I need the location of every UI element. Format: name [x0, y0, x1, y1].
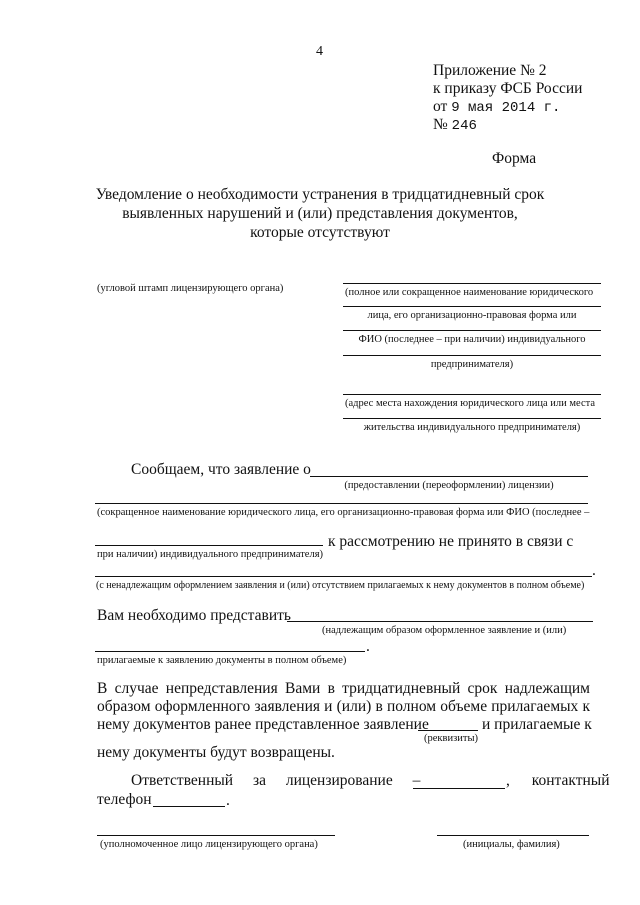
applicant-name-hint-1: (сокращенное наименование юридического лица, его организационно-правовая форма или ФИО (последнее – [97, 507, 590, 518]
addressee-hint-4: предпринимателя) [430, 359, 514, 370]
contact-text: , контактный [506, 772, 610, 789]
document-title-line-3: которые отсутствуют [250, 224, 390, 241]
inform-text: Сообщаем, что заявление о [131, 461, 311, 478]
requisites-line [418, 730, 478, 731]
address-line-1 [343, 394, 601, 395]
document-title-line-2: выявленных нарушений и (или) представления документов, [122, 205, 518, 222]
license-type-line [310, 476, 588, 477]
paragraph-line-4: нему документы будут возвращены. [97, 744, 335, 761]
responsible-line [413, 788, 505, 789]
submit-hint-2: прилагаемые к заявлению документы в полном объеме) [97, 655, 347, 666]
appendix-date-prefix: от [433, 98, 448, 115]
appendix-line-1: Приложение № 2 [433, 62, 547, 79]
license-type-hint: (предоставлении (переоформлении) лицензии) [344, 480, 554, 491]
requisites-hint: (реквизиты) [424, 733, 478, 744]
addressee-hint-2: лица, его организационно-правовая форма или [367, 310, 577, 321]
appendix-number-prefix: № [433, 116, 448, 133]
stamp-label: (угловой штамп лицензирующего органа) [97, 283, 284, 294]
appendix-line-4 [433, 116, 477, 134]
reason-hint: (с ненадлежащим оформлением заявления и (или) отсутствием прилагаемых к нему документов в полном объеме) [96, 580, 585, 591]
submit-line-2 [95, 651, 365, 652]
paragraph-line-3b: и прилагаемые к [482, 716, 592, 733]
paragraph-line-2: образом оформленного заявления и (или) в полном объеме прилагаемых к [97, 698, 590, 715]
appendix-line-2: к приказу ФСБ России [433, 80, 583, 97]
submit-line-1 [287, 621, 593, 622]
appendix-line-3 [433, 98, 560, 116]
signature-right-hint: (инициалы, фамилия) [463, 839, 560, 850]
applicant-name-line-2 [95, 545, 323, 546]
addressee-line-4 [343, 355, 601, 356]
address-line-2 [343, 418, 601, 419]
applicant-name-hint-2: при наличии) индивидуального предпринимателя) [97, 549, 324, 560]
address-hint-2: жительства индивидуального предпринимателя) [363, 422, 581, 433]
reason-line [95, 576, 592, 577]
submit-hint-1: (надлежащим образом оформленное заявление и (или) [322, 625, 567, 636]
signature-right-line [437, 835, 589, 836]
applicant-name-line [95, 503, 588, 504]
appendix-date: 9 мая 2014 г. [451, 100, 561, 116]
reason-period: . [592, 562, 596, 579]
submit-period: . [366, 638, 370, 655]
paragraph-line-3a: нему документов ранее представленное заявление [97, 716, 429, 733]
paragraph-line-1: В случае непредставления Вами в тридцатидневный срок надлежащим [97, 680, 590, 697]
phone-label: телефон [97, 791, 152, 808]
document-title-line-1: Уведомление о необходимости устранения в тридцатидневный срок [95, 186, 545, 203]
not-accepted-text: к рассмотрению не принято в связи с [328, 533, 574, 550]
page-number: 4 [316, 44, 323, 59]
responsible-text: Ответственный за лицензирование – [131, 772, 421, 789]
phone-line [153, 806, 225, 807]
signature-left-hint: (уполномоченное лицо лицензирующего органа) [100, 839, 318, 850]
addressee-hint-3: ФИО (последнее – при наличии) индивидуального [358, 334, 586, 345]
need-submit-text: Вам необходимо представить [97, 607, 291, 624]
signature-left-line [97, 835, 335, 836]
addressee-hint-1: (полное или сокращенное наименование юридического [345, 287, 594, 298]
phone-period: . [226, 792, 230, 809]
addressee-line-1 [343, 283, 601, 284]
addressee-line-2 [343, 306, 601, 307]
addressee-line-3 [343, 330, 601, 331]
appendix-number: 246 [451, 118, 477, 134]
address-hint-1: (адрес места нахождения юридического лица или места [345, 398, 596, 409]
form-label: Форма [492, 150, 537, 167]
